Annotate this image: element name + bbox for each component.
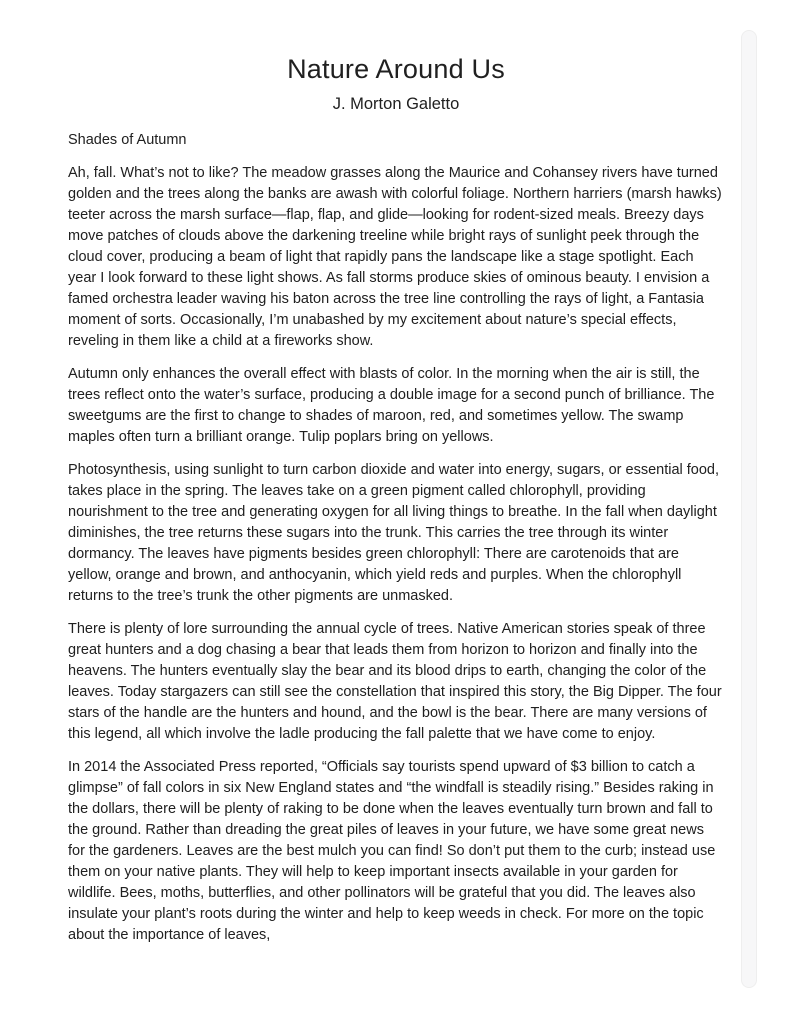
article-title: Nature Around Us <box>287 54 505 84</box>
paragraph-1: Ah, fall. What’s not to like? The meadow grasses along the Maurice and Cohansey rivers have turned golden and the trees along the banks are awash with colorful foliage. Northern harriers (marsh hawks) teeter across the marsh surface—flap, flap, and glide—looking for rodent-sized meals. Breezy days move patches of clouds above the darkening treeline while bright rays of sunlight peek through the cloud cover, producing a beam of light that rapidly pans the landscape like a stage spotlight. Each year I look forward to these light shows. As fall storms produce skies of ominous beauty. I envision a famed orchestra leader waving his baton across the tree line controlling the rays of light, a Fantasia moment of sorts. Occasionally, I’m unabashed by my excitement about nature’s special effects, reveling in them like a child at a fireworks show. <box>68 165 722 349</box>
section-heading: Shades of Autumn <box>68 132 187 148</box>
article-byline: J. Morton Galetto <box>332 95 460 113</box>
article <box>68 0 724 946</box>
scrollbar-thumb[interactable] <box>741 30 757 988</box>
paragraph-3: Photosynthesis, using sunlight to turn carbon dioxide and water into energy, sugars, or essential food, takes place in the spring. The leaves take on a green pigment called chlorophyll, providing nourishment to the tree and generating oxygen for all living things to breathe. In the fall when daylight diminishes, the tree returns these sugars into the trunk. This carries the tree through its winter dormancy. The leaves have pigments besides green chlorophyll: There are carotenoids that are yellow, orange and brown, and anthocyanin, which yield reds and purples. When the chlorophyll returns to the tree’s trunk the other pigments are unmasked. <box>68 462 720 604</box>
paragraph-5: In 2014 the Associated Press reported, “Officials say tourists spend upward of $3 billion to catch a glimpse” of fall colors in six New England states and “the windfall is steadily rising.” Besides raking in the dollars, there will be plenty of raking to be done when the leaves eventually turn brown and fall to the ground. Rather than dreading the great piles of leaves in your future, we have some great news for the gardeners. Leaves are the best mulch you can find! So don’t put them to the curb; instead use them on your native plants. They will help to keep important insects available in your garden for wildlife. Bees, moths, butterflies, and other pollinators will be grateful that you did. The leaves also insulate your plant’s roots during the winter and help to keep weeds in check. For more on the topic about the importance of leaves, <box>68 759 716 943</box>
paragraph-4: There is plenty of lore surrounding the annual cycle of trees. Native American stories speak of three great hunters and a dog chasing a bear that leads them from horizon to horizon and finally into the heavens. The hunters eventually slay the bear and its blood drips to earth, changing the color of the leaves. Today stargazers can still see the constellation that inspired this story, the Big Dipper. The four stars of the handle are the hunters and hound, and the bowl is the bear. There are many versions of this legend, all which involve the ladle producing the fall palette that we have come to enjoy. <box>68 621 722 742</box>
paragraph-2: Autumn only enhances the overall effect with blasts of color. In the morning when the air is still, the trees reflect onto the water’s surface, producing a double image for a second punch of brilliance. The sweetgums are the first to change to shades of maroon, red, and sometimes yellow. The swamp maples often turn a brilliant orange. Tulip poplars bring on yellows. <box>68 366 715 445</box>
